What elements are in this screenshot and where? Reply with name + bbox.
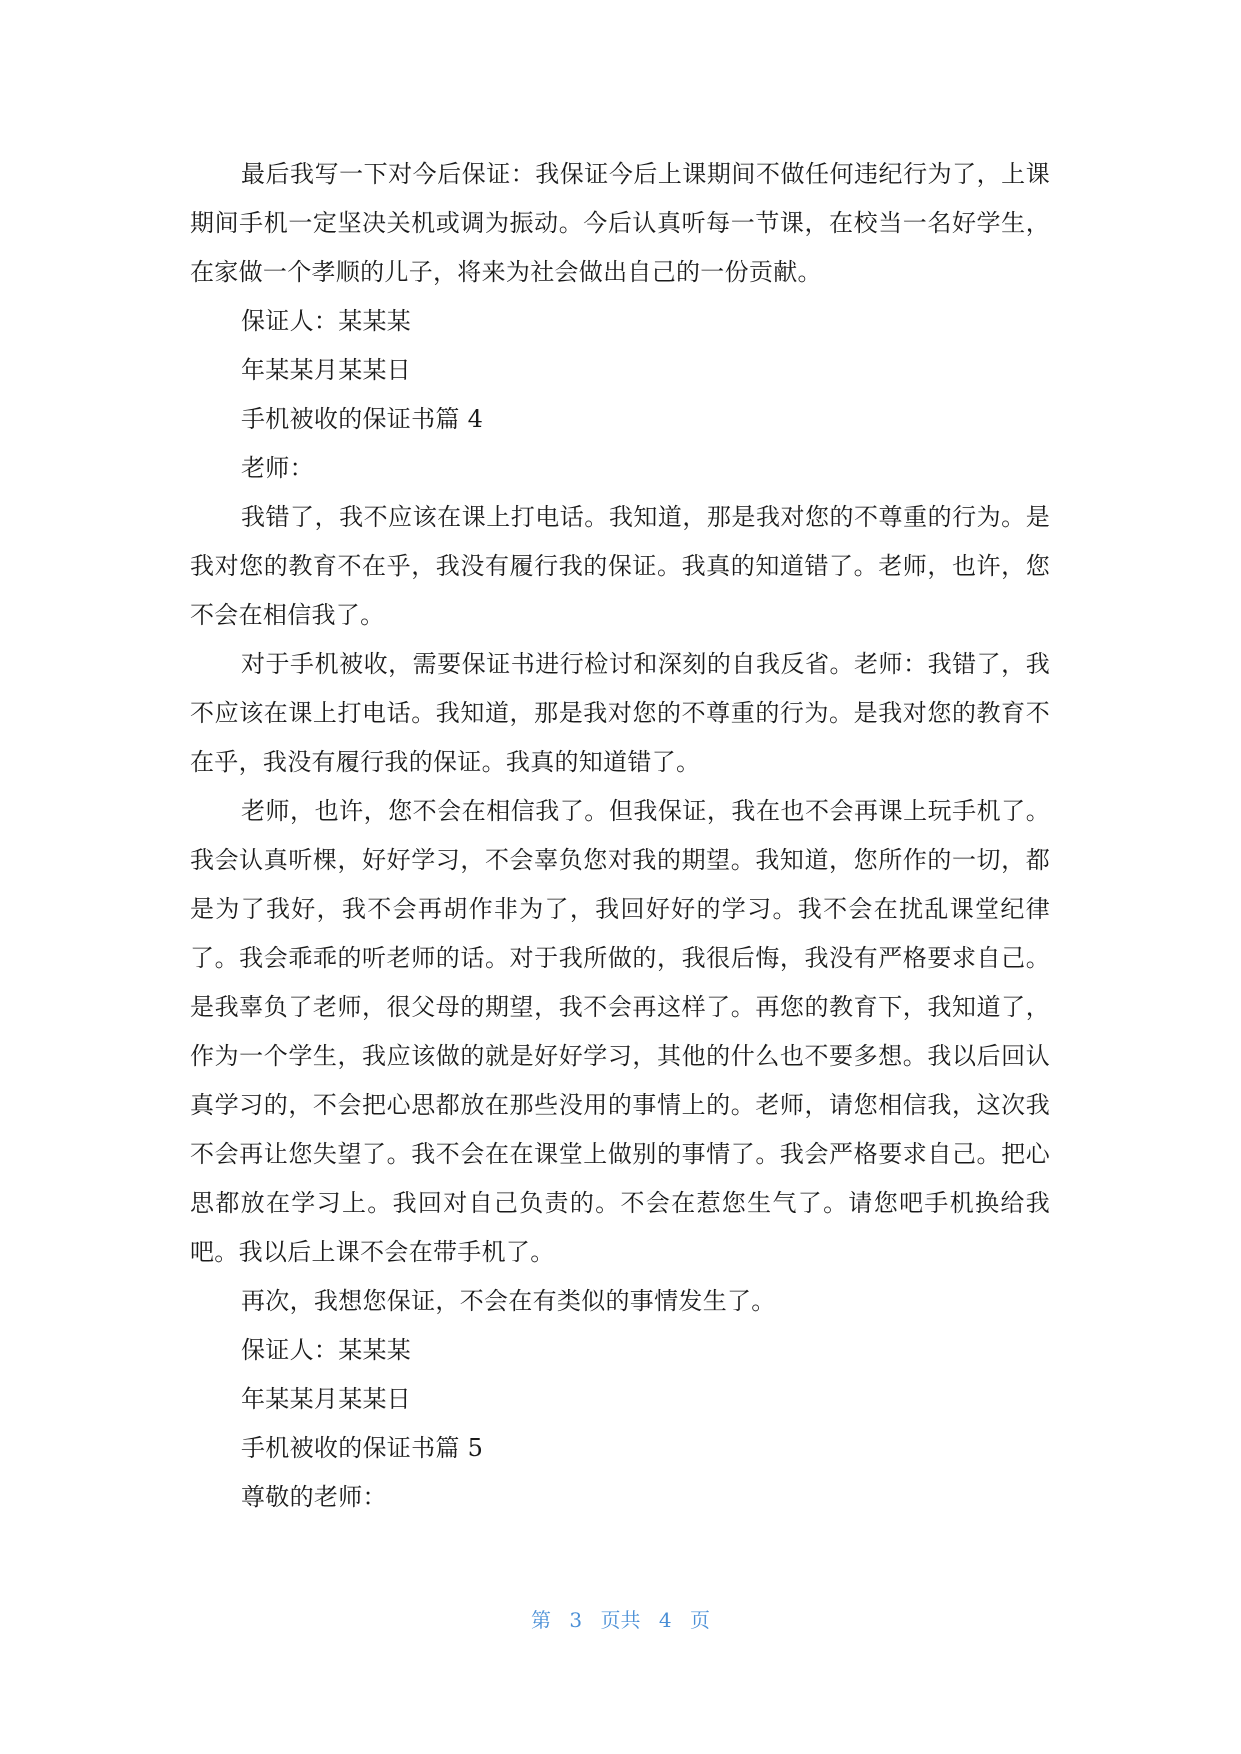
paragraph-guarantee-future: 最后我写一下对今后保证：我保证今后上课期间不做任何违纪行为了，上课期间手机一定坚决关机或调为振动。今后认真听每一节课，在校当一名好学生，在家做一个孝顺的儿子，将来为社会做出自己的一份贡献。	[190, 160, 1050, 286]
section-heading-4: 手机被收的保证书篇 4	[241, 405, 484, 433]
footer-total-pages: 4	[658, 1608, 672, 1632]
salutation-teacher: 老师：	[241, 454, 314, 482]
paragraph-signer: 保证人：某某某	[241, 307, 412, 335]
paragraph-date-2: 年某某月某某日	[241, 1385, 412, 1413]
paragraph-signer-2: 保证人：某某某	[241, 1336, 412, 1364]
paragraph-apology: 我错了，我不应该在课上打电话。我知道，那是我对您的不尊重的行为。是我对您的教育不在乎，我没有履行我的保证。我真的知道错了。老师，也许，您不会在相信我了。	[190, 503, 1050, 629]
footer-prefix: 第	[531, 1608, 552, 1632]
footer-current-page: 3	[569, 1608, 583, 1632]
paragraph-promise: 老师，也许，您不会在相信我了。但我保证，我在也不会再课上玩手机了。我会认真听棵，好好学习，不会辜负您对我的期望。我知道，您所作的一切，都是为了我好，我不会再胡作非为了，我回好好的学习。我不会在扰乱课堂纪律了。我会乖乖的听老师的话。对于我所做的，我很后悔，我没有严格要求自己。是我辜负了老师，很父母的期望，我不会再这样了。再您的教育下，我知道了，作为一个学生，我应该做的就是好好学习，其他的什么也不要多想。我以后回认真学习的，不会把心思都放在那些没用的事情上的。老师，请您相信我，这次我不会再让您失望了。我不会在在课堂上做别的事情了。我会严格要求自己。把心思都放在学习上。我回对自己负责的。不会在惹您生气了。请您吧手机换给我吧。我以后上课不会在带手机了。	[190, 797, 1050, 1266]
salutation-respected-teacher: 尊敬的老师：	[241, 1483, 387, 1511]
document-body	[190, 150, 1050, 1522]
page-footer	[0, 1606, 1241, 1634]
footer-middle: 页共	[600, 1608, 641, 1632]
paragraph-date: 年某某月某某日	[241, 356, 412, 384]
paragraph-closing: 再次，我想您保证，不会在有类似的事情发生了。	[241, 1287, 776, 1315]
section-heading-5: 手机被收的保证书篇 5	[241, 1434, 484, 1462]
footer-suffix: 页	[689, 1608, 710, 1632]
paragraph-reflection: 对于手机被收，需要保证书进行检讨和深刻的自我反省。老师：我错了，我不应该在课上打电话。我知道，那是我对您的不尊重的行为。是我对您的教育不在乎，我没有履行我的保证。我真的知道错了。	[190, 650, 1050, 776]
